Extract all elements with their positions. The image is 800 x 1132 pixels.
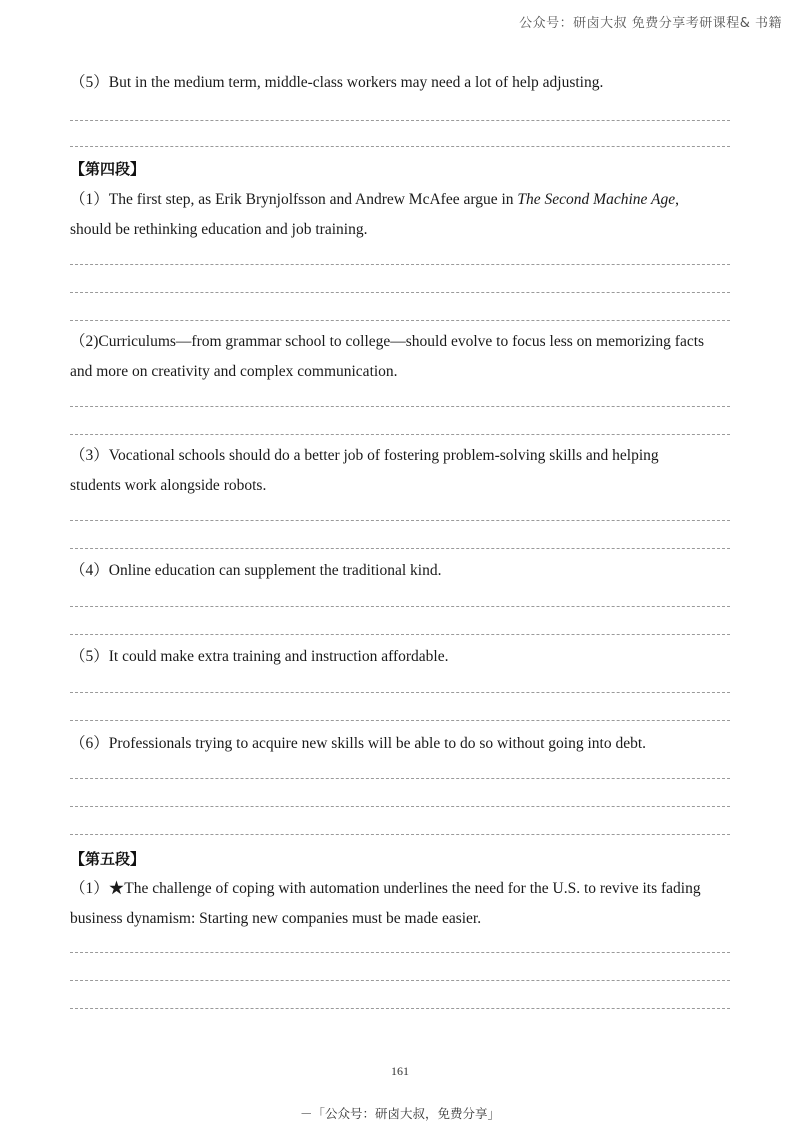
section-heading-4: 【第四段】	[70, 160, 146, 178]
answer-line	[70, 606, 730, 607]
sentence-4-4: （4）Online education can supplement the traditional kind.	[70, 562, 442, 579]
answer-line	[70, 264, 730, 265]
answer-line	[70, 692, 730, 693]
answer-line	[70, 520, 730, 521]
sentence-4-1-part-b: ,	[675, 191, 679, 208]
sentence-4-3-continued: students work alongside robots.	[70, 477, 267, 494]
header-watermark: 公众号：研卤大叔 免费分享考研课程& 书籍	[519, 16, 782, 31]
answer-line	[70, 292, 730, 293]
answer-line	[70, 1008, 730, 1009]
sentence-4-1-continued: should be rethinking education and job training.	[70, 221, 368, 238]
sentence-5-1: （1）★The challenge of coping with automation underlines the need for the U.S. to revive its fading	[70, 880, 701, 897]
answer-line	[70, 720, 730, 721]
sentence-4-1	[70, 185, 730, 215]
book-title: The Second Machine Age	[517, 191, 676, 208]
answer-line	[70, 952, 730, 953]
sentence-4-6: （6）Professionals trying to acquire new skills will be able to do so without going into debt.	[70, 735, 647, 752]
sentence-4-1-part-a: （1）The first step, as Erik Brynjolfsson and Andrew McAfee argue in	[70, 191, 518, 208]
answer-line	[70, 778, 730, 779]
answer-line	[70, 120, 730, 121]
answer-line	[70, 980, 730, 981]
answer-line	[70, 406, 730, 407]
sentence-4-3: （3）Vocational schools should do a better job of fostering problem-solving skills and helping	[70, 447, 659, 464]
answer-line	[70, 320, 730, 321]
sentence-4-2: （2)Curriculums—from grammar school to college—should evolve to focus less on memorizing facts	[70, 333, 705, 350]
answer-line	[70, 834, 730, 835]
footer-watermark: －「公众号：研卤大叔，免费分享」	[299, 1106, 500, 1121]
answer-line	[70, 806, 730, 807]
answer-line	[70, 434, 730, 435]
page-number: 161	[391, 1064, 409, 1078]
answer-line	[70, 634, 730, 635]
sentence-4-5: （5）It could make extra training and instruction affordable.	[70, 648, 449, 665]
answer-line	[70, 146, 730, 147]
sentence-3-5: （5）But in the medium term, middle-class workers may need a lot of help adjusting.	[70, 74, 604, 91]
answer-line	[70, 548, 730, 549]
sentence-5-1-continued: business dynamism: Starting new companies must be made easier.	[70, 910, 482, 927]
sentence-4-2-continued: and more on creativity and complex communication.	[70, 363, 398, 380]
section-heading-5: 【第五段】	[70, 850, 146, 868]
